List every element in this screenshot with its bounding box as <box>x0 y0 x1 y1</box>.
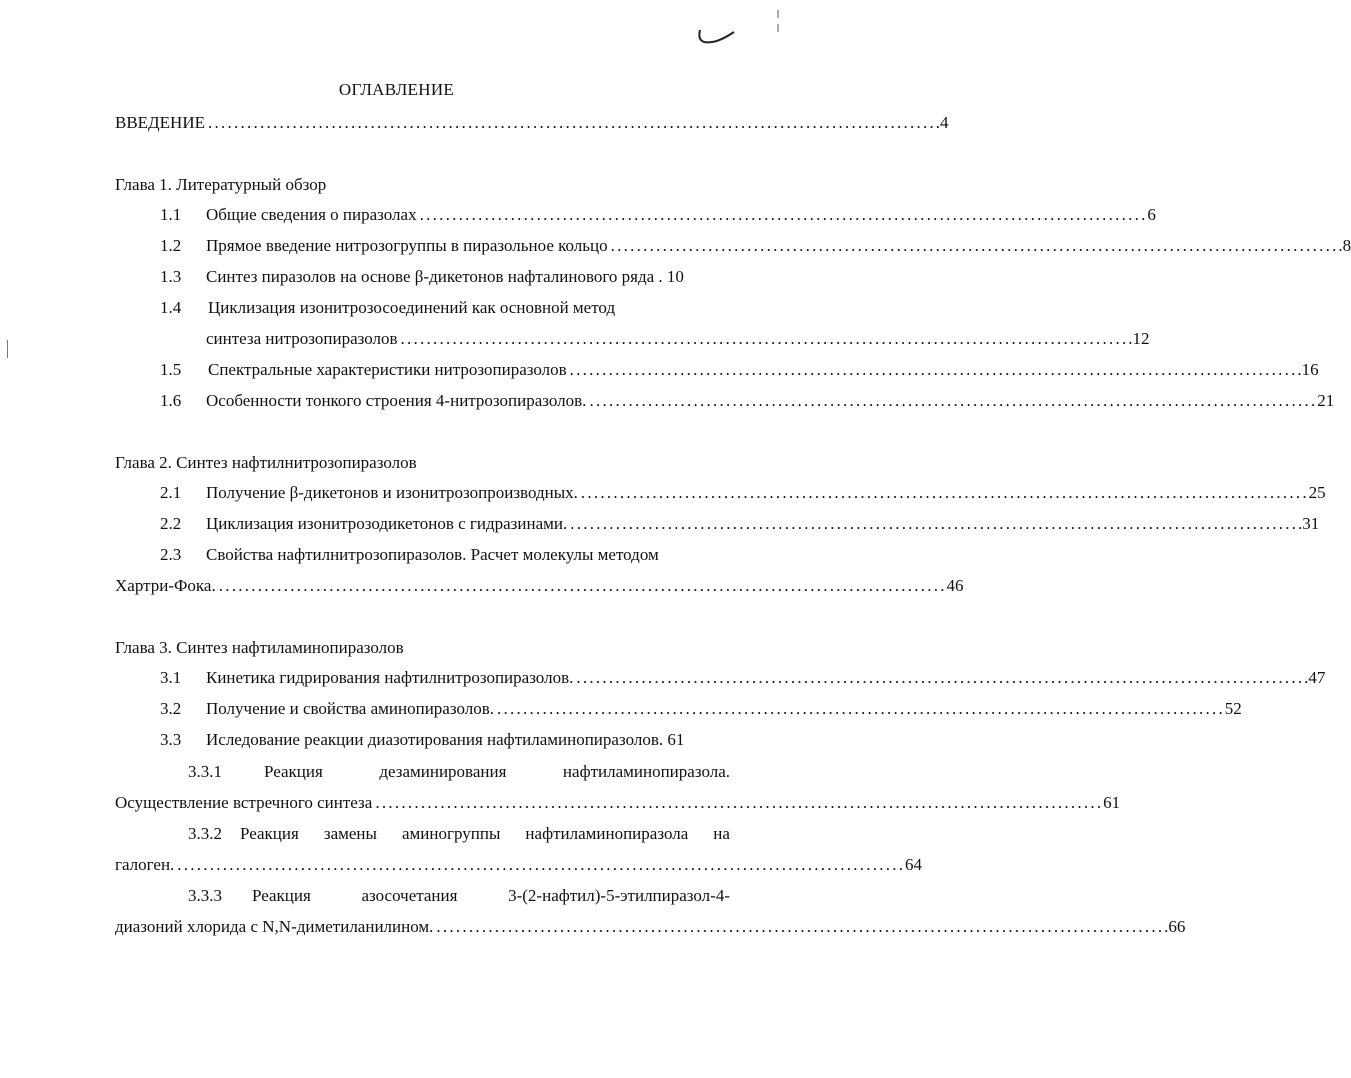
toc-entry-label: Прямое введение нитрозогруппы в пиразольное кольцо <box>206 236 608 255</box>
toc-entry <box>206 513 1320 535</box>
toc-entry-page: .8 <box>1338 236 1351 255</box>
toc-entry-page: .31 <box>1298 514 1320 533</box>
toc-entry-number: 1.2 <box>160 236 182 255</box>
toc-entry-label: ВВЕДЕНИЕ <box>115 113 205 132</box>
leader-dots <box>570 359 1295 381</box>
label-word: замены <box>323 824 377 843</box>
label-word: Реакция <box>252 886 311 905</box>
toc-entry-label: Получение и свойства аминопиразолов. <box>206 699 494 718</box>
toc-entry <box>206 698 1242 720</box>
toc-entry <box>206 390 1335 412</box>
toc-entry-number: 2.3 <box>160 545 182 564</box>
toc-entry-label: Получение β-дикетонов и изонитрозопроизводных. <box>206 483 578 502</box>
toc-entry-page: 21 <box>1317 391 1335 410</box>
toc-entry-label: Хартри-Фока. <box>115 576 216 595</box>
toc-entry-intro <box>115 112 949 134</box>
toc-entry-label: Кинетика гидрирования нафтилнитрозопиразолов. <box>206 668 574 687</box>
toc-entry-label: Особенности тонкого строения 4-нитрозопиразолов. <box>206 391 587 410</box>
toc-entry-label: Синтез пиразолов на основе β-дикетонов нафталинового ряда . 10 <box>206 267 684 286</box>
toc-entry-continuation <box>115 916 1186 938</box>
toc-subentry-label <box>240 823 730 845</box>
chapter-heading: Глава 1. Литературный обзор <box>115 175 327 194</box>
leader-dots <box>581 482 1306 504</box>
toc-entry-number: 3.2 <box>160 699 182 718</box>
leader-dots <box>576 667 1301 689</box>
toc-entry-page: 52 <box>1224 699 1242 718</box>
toc-entry-page: 46 <box>946 576 964 595</box>
toc-entry-label: Иследование реакции диазотирования нафтиламинопиразолов. 61 <box>206 730 685 749</box>
toc-entry-label: Циклизация изонитрозосоединений как основной метод <box>208 298 616 317</box>
handwritten-mark <box>690 22 738 50</box>
toc-entry-page: .12 <box>1128 329 1150 348</box>
label-word: дезаминирования <box>379 762 507 781</box>
leader-dots <box>589 390 1314 412</box>
toc-entry-number: 2.1 <box>160 483 182 502</box>
toc-entry-page: 25 <box>1308 483 1326 502</box>
toc-entry-label: Циклизация изонитрозодикетонов с гидразинами. <box>206 514 568 533</box>
label-word: Реакция <box>240 824 299 843</box>
toc-subentry-label <box>252 885 730 907</box>
label-word: на <box>713 824 730 843</box>
toc-entry-continuation <box>115 854 923 876</box>
toc-entry-label: Спектральные характеристики нитрозопиразолов <box>208 360 567 379</box>
toc-entry <box>206 667 1326 689</box>
toc-entry-number: 3.1 <box>160 668 182 687</box>
toc-entry-page: .47 <box>1304 668 1326 687</box>
toc-entry-number: 1.3 <box>160 267 182 286</box>
toc-entry <box>206 204 1156 226</box>
toc-subentry-label <box>264 761 730 783</box>
toc-entry-number: 1.5 <box>160 360 182 379</box>
leader-dots <box>436 916 1161 938</box>
toc-entry-label: Осуществление встречного синтеза <box>115 793 373 812</box>
leader-dots <box>420 204 1145 226</box>
leader-dots <box>497 698 1222 720</box>
scan-edge-mark <box>6 340 9 358</box>
toc-subentry-number: 3.3.2 <box>188 824 222 843</box>
leader-dots <box>208 112 933 134</box>
leader-dots <box>570 513 1295 535</box>
leader-dots <box>401 328 1126 350</box>
label-word: Реакция <box>264 762 323 781</box>
toc-entry-number: 1.6 <box>160 391 182 410</box>
label-word: азосочетания <box>361 886 458 905</box>
label-word: нафтиламинопиразола. <box>562 762 730 781</box>
toc-entry <box>208 359 1319 381</box>
chapter-heading: Глава 2. Синтез нафтилнитрозопиразолов <box>115 453 417 472</box>
toc-entry-number: 3.3 <box>160 730 182 749</box>
leader-dots <box>219 575 944 597</box>
toc-entry-page: .66 <box>1164 917 1186 936</box>
leader-dots <box>611 235 1336 257</box>
leader-dots <box>177 854 902 876</box>
toc-entry-page: 61 <box>1103 793 1121 812</box>
chapter-heading: Глава 3. Синтез нафтиламинопиразолов <box>115 638 404 657</box>
toc-entry-page: .4 <box>935 113 949 132</box>
toc-entry-number: 2.2 <box>160 514 182 533</box>
toc-entry <box>206 482 1326 504</box>
toc-subentry-number: 3.3.3 <box>188 886 222 905</box>
toc-entry-label: Свойства нафтилнитрозопиразолов. Расчет молекулы методом <box>206 545 659 564</box>
toc-entry-label: Общие сведения о пиразолах <box>206 205 417 224</box>
toc-entry-continuation <box>206 328 1150 350</box>
toc-entry-page: .16 <box>1297 360 1319 379</box>
page-title: ОГЛАВЛЕНИЕ <box>338 80 455 99</box>
scan-edge-mark <box>776 10 780 34</box>
toc-entry-label: галоген. <box>115 855 175 874</box>
label-word: аминогруппы <box>402 824 501 843</box>
toc-entry-label: диазоний хлорида с N,N-диметиланилином. <box>115 917 434 936</box>
toc-entry-page: 6 <box>1147 205 1156 224</box>
toc-entry-number: 1.1 <box>160 205 182 224</box>
toc-subentry-number: 3.3.1 <box>188 762 222 781</box>
toc-entry <box>206 235 1351 257</box>
toc-entry-continuation <box>115 792 1121 814</box>
label-word: 3-(2-нафтил)-5-этилпиразол-4- <box>508 886 730 905</box>
toc-entry-label: синтеза нитрозопиразолов <box>206 329 398 348</box>
leader-dots <box>375 792 1100 814</box>
toc-entry-number: 1.4 <box>160 298 182 317</box>
toc-entry-page: 64 <box>905 855 923 874</box>
label-word: нафтиламинопиразола <box>525 824 689 843</box>
toc-entry-continuation <box>115 575 964 597</box>
